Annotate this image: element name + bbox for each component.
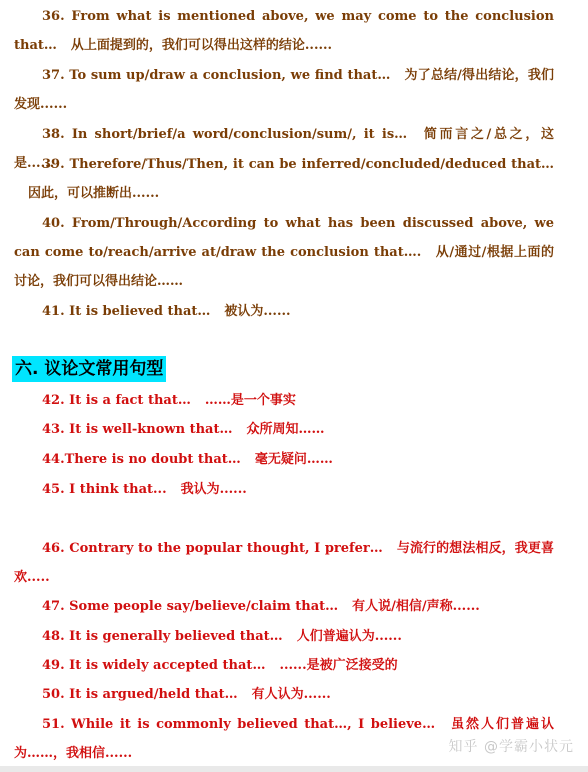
sentence-49 bbox=[14, 651, 554, 680]
sentence-en: 44.There is no doubt that… bbox=[42, 452, 241, 467]
sentence-cn: 有人认为...... bbox=[251, 687, 331, 702]
sentence-cn: 众所周知…… bbox=[246, 422, 325, 437]
sentence-en: 45. I think that... bbox=[42, 482, 167, 497]
sentence-cn: 人们普遍认为...... bbox=[296, 629, 402, 644]
sentence-en: 41. It is believed that… bbox=[42, 304, 211, 319]
sentence-en: 49. It is widely accepted that… bbox=[42, 658, 266, 673]
sentence-cn: 被认为...... bbox=[224, 304, 291, 319]
sentence-46 bbox=[14, 534, 554, 592]
sentence-43 bbox=[14, 415, 554, 444]
sentence-en: 48. It is generally believed that… bbox=[42, 629, 283, 644]
zhihu-watermark: 知乎 @学霸小状元 bbox=[448, 739, 574, 755]
sentence-cn: ......是被广泛接受的 bbox=[279, 658, 398, 673]
sentence-en: 43. It is well-known that… bbox=[42, 422, 233, 437]
sentence-en: 47. Some people say/believe/claim that… bbox=[42, 599, 339, 614]
sentence-48 bbox=[14, 622, 554, 651]
sentence-en: 37. To sum up/draw a conclusion, we find that… bbox=[42, 68, 391, 83]
sentence-cn: 因此，可以推断出...... bbox=[28, 186, 160, 201]
section-heading: 六. 议论文常用句型 bbox=[12, 356, 166, 382]
sentence-36 bbox=[14, 2, 554, 60]
sentence-cn: 有人说/相信/声称...... bbox=[352, 599, 480, 614]
sentence-44 bbox=[14, 445, 554, 474]
sentence-cn: ……是一个事实 bbox=[204, 393, 296, 408]
sentence-cn: 毫无疑问…… bbox=[254, 452, 333, 467]
sentence-en: 51. While it is commonly believed that…, I believe… bbox=[42, 717, 436, 732]
sentence-41 bbox=[14, 297, 554, 326]
sentence-37 bbox=[14, 61, 554, 119]
sentence-en: 50. It is argued/held that… bbox=[42, 687, 238, 702]
sentence-cn: 从上面提到的，我们可以得出这样的结论...... bbox=[70, 38, 333, 53]
sentence-45 bbox=[14, 475, 554, 504]
sentence-en: 38. In short/brief/a word/conclusion/sum/, it is… bbox=[42, 127, 408, 142]
sentence-cn: 与流行的想法相反，我更喜欢..... bbox=[14, 541, 554, 585]
sentence-cn: 从/通过/根据上面的讨论，我们可以得出结论…… bbox=[14, 245, 554, 289]
sentence-cn: 为了总结/得出结论，我们发现...... bbox=[14, 68, 555, 112]
sentence-40 bbox=[14, 209, 554, 296]
sentence-39 bbox=[14, 150, 554, 208]
sentence-en: 42. It is a fact that… bbox=[42, 393, 191, 408]
sentence-en: 40. From/Through/According to what has been discussed above, we can come to/reach/arrive at/draw the conclusion that…. bbox=[14, 216, 554, 260]
sentence-cn: 虽然人们普遍认为……，我相信...... bbox=[14, 717, 554, 761]
sentence-en: 36. From what is mentioned above, we may come to the conclusion that… bbox=[14, 9, 554, 53]
sentence-en: 46. Contrary to the popular thought, I prefer… bbox=[42, 541, 383, 556]
sentence-en: 39. Therefore/Thus/Then, it can be inferred/concluded/deduced that… bbox=[42, 157, 554, 172]
bottom-divider bbox=[0, 766, 588, 772]
sentence-cn: 简而言之/总之，这是...... bbox=[14, 127, 555, 171]
sentence-cn: 我认为...... bbox=[180, 482, 247, 497]
sentence-42 bbox=[14, 386, 554, 415]
sentence-47 bbox=[14, 592, 554, 621]
sentence-50 bbox=[14, 680, 554, 709]
